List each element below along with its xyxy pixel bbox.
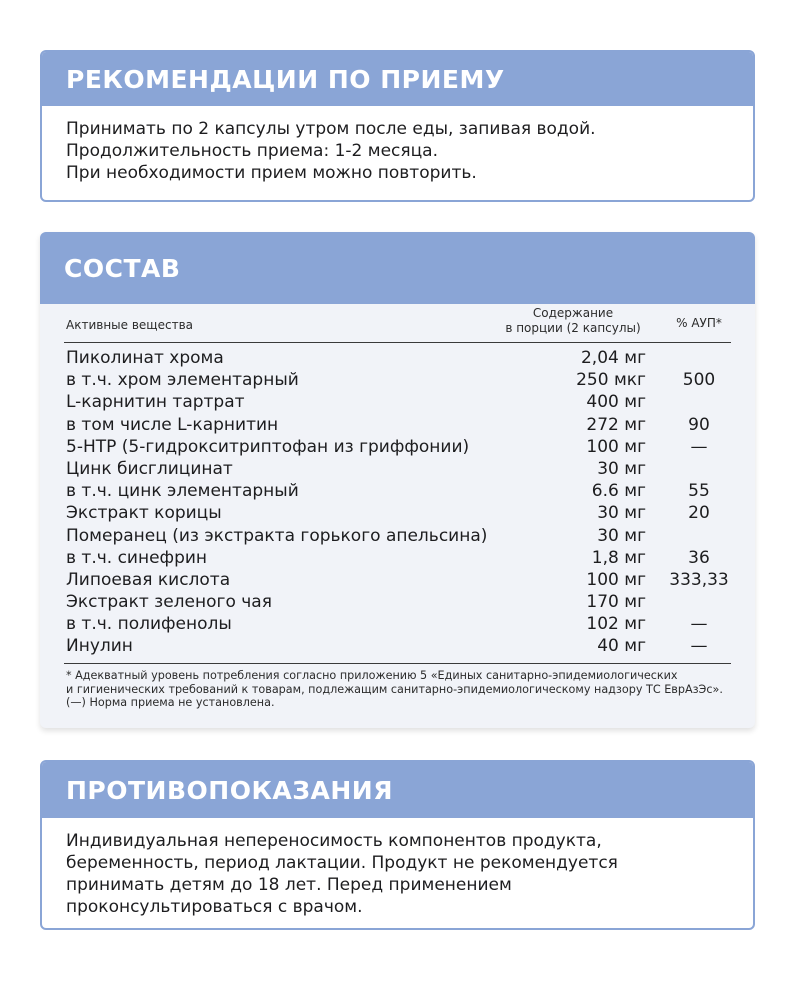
table-row: [40, 369, 755, 391]
table-row: [40, 569, 755, 591]
contraindication-line: беременность, период лактации. Продукт не рекомендуется: [66, 853, 618, 873]
composition-table-header: [40, 304, 755, 342]
substance-aup: 20: [688, 503, 710, 524]
table-row: [40, 480, 755, 502]
substance-amount: 30 мг: [597, 525, 646, 546]
table-row: [40, 391, 755, 413]
substance-amount: 170 мг: [586, 592, 646, 613]
substance-aup: 333,33: [669, 569, 729, 590]
header-content: Содержание в порции (2 капсулы): [505, 306, 641, 335]
footnote-line: (—) Норма приема не установлена.: [66, 696, 275, 709]
footnote-line: * Адекватный уровень потребления согласно приложению 5 «Единых санитарно-эпидемиологических: [66, 669, 678, 682]
substance-amount: 6.6 мг: [591, 481, 646, 502]
substance-name: L-карнитин тартрат: [66, 392, 245, 413]
substance-aup: 55: [688, 481, 710, 502]
substance-amount: 30 мг: [597, 458, 646, 479]
substance-amount: 30 мг: [597, 503, 646, 524]
substance-amount: 272 мг: [586, 414, 646, 435]
substance-amount: 1,8 мг: [591, 547, 646, 568]
substance-name: Цинк бисглицинат: [66, 458, 233, 479]
footnote-line: и гигиенических требований к товарам, подлежащим санитарно-эпидемиологическому надзору ТС ЕврАзЭс».: [66, 682, 723, 696]
table-top-divider: [64, 342, 731, 343]
substance-amount: 400 мг: [586, 392, 646, 413]
recommendations-card: [40, 50, 755, 202]
substance-name: Померанец (из экстракта горького апельсина): [66, 525, 488, 546]
substance-aup: 36: [688, 547, 710, 568]
contraindications-text: [42, 818, 753, 918]
substance-name: 5-HTP (5-гидрокситриптофан из гриффонии): [66, 436, 470, 457]
recommendation-line: При необходимости прием можно повторить.: [66, 163, 477, 183]
table-row: [40, 502, 755, 524]
contraindications-card: [40, 760, 755, 930]
substance-aup: 500: [682, 370, 716, 391]
substance-aup: —: [690, 436, 708, 457]
table-row: [40, 436, 755, 458]
header-aup: % АУП*: [676, 316, 722, 330]
table-row: [40, 635, 755, 657]
substance-aup: —: [690, 636, 708, 657]
substance-amount: 2,04 мг: [580, 348, 646, 368]
substance-name: в т.ч. полифенолы: [66, 614, 232, 635]
table-row: [40, 414, 755, 436]
composition-title: СОСТАВ: [40, 232, 755, 304]
substance-name: Инулин: [66, 636, 133, 657]
substance-name: Липоевая кислота: [66, 569, 231, 590]
substance-name: в т.ч. синефрин: [66, 547, 208, 568]
contraindication-line: принимать детям до 18 лет. Перед применением: [66, 875, 512, 895]
substance-name: в т.ч. хром элементарный: [66, 370, 299, 391]
substance-aup: 90: [688, 414, 710, 435]
table-row: [40, 613, 755, 635]
table-row: [40, 525, 755, 547]
composition-rows: [40, 347, 755, 658]
recommendation-line: Продолжительность приема: 1-2 месяца.: [66, 141, 438, 161]
table-row: [40, 547, 755, 569]
recommendations-text: [42, 106, 753, 184]
composition-footnotes: [66, 669, 731, 710]
header-active-substances: Активные вещества: [66, 318, 193, 332]
contraindication-line: Индивидуальная непереносимость компонентов продукта,: [66, 831, 602, 851]
table-row: [40, 458, 755, 480]
substance-amount: 100 мг: [586, 569, 646, 590]
substance-amount: 102 мг: [586, 614, 646, 635]
substance-amount: 100 мг: [586, 436, 646, 457]
substance-amount: 40 мг: [597, 636, 646, 657]
contraindications-title: ПРОТИВОПОКАЗАНИЯ: [42, 762, 753, 818]
substance-name: Пиколинат хрома: [66, 348, 224, 368]
composition-card: [40, 232, 755, 728]
substance-name: Экстракт зеленого чая: [66, 592, 272, 613]
substance-name: в том числе L-карнитин: [66, 414, 279, 435]
table-row: [40, 347, 755, 369]
contraindication-line: проконсультироваться с врачом.: [66, 897, 363, 917]
substance-name: Экстракт корицы: [66, 503, 222, 524]
substance-name: в т.ч. цинк элементарный: [66, 481, 299, 502]
table-row: [40, 591, 755, 613]
substance-aup: —: [690, 614, 708, 635]
recommendation-line: Принимать по 2 капсулы утром после еды, запивая водой.: [66, 119, 596, 139]
table-bottom-divider: [64, 663, 731, 664]
recommendations-title: РЕКОМЕНДАЦИИ ПО ПРИЕМУ: [42, 52, 753, 106]
substance-amount: 250 мкг: [576, 370, 646, 391]
